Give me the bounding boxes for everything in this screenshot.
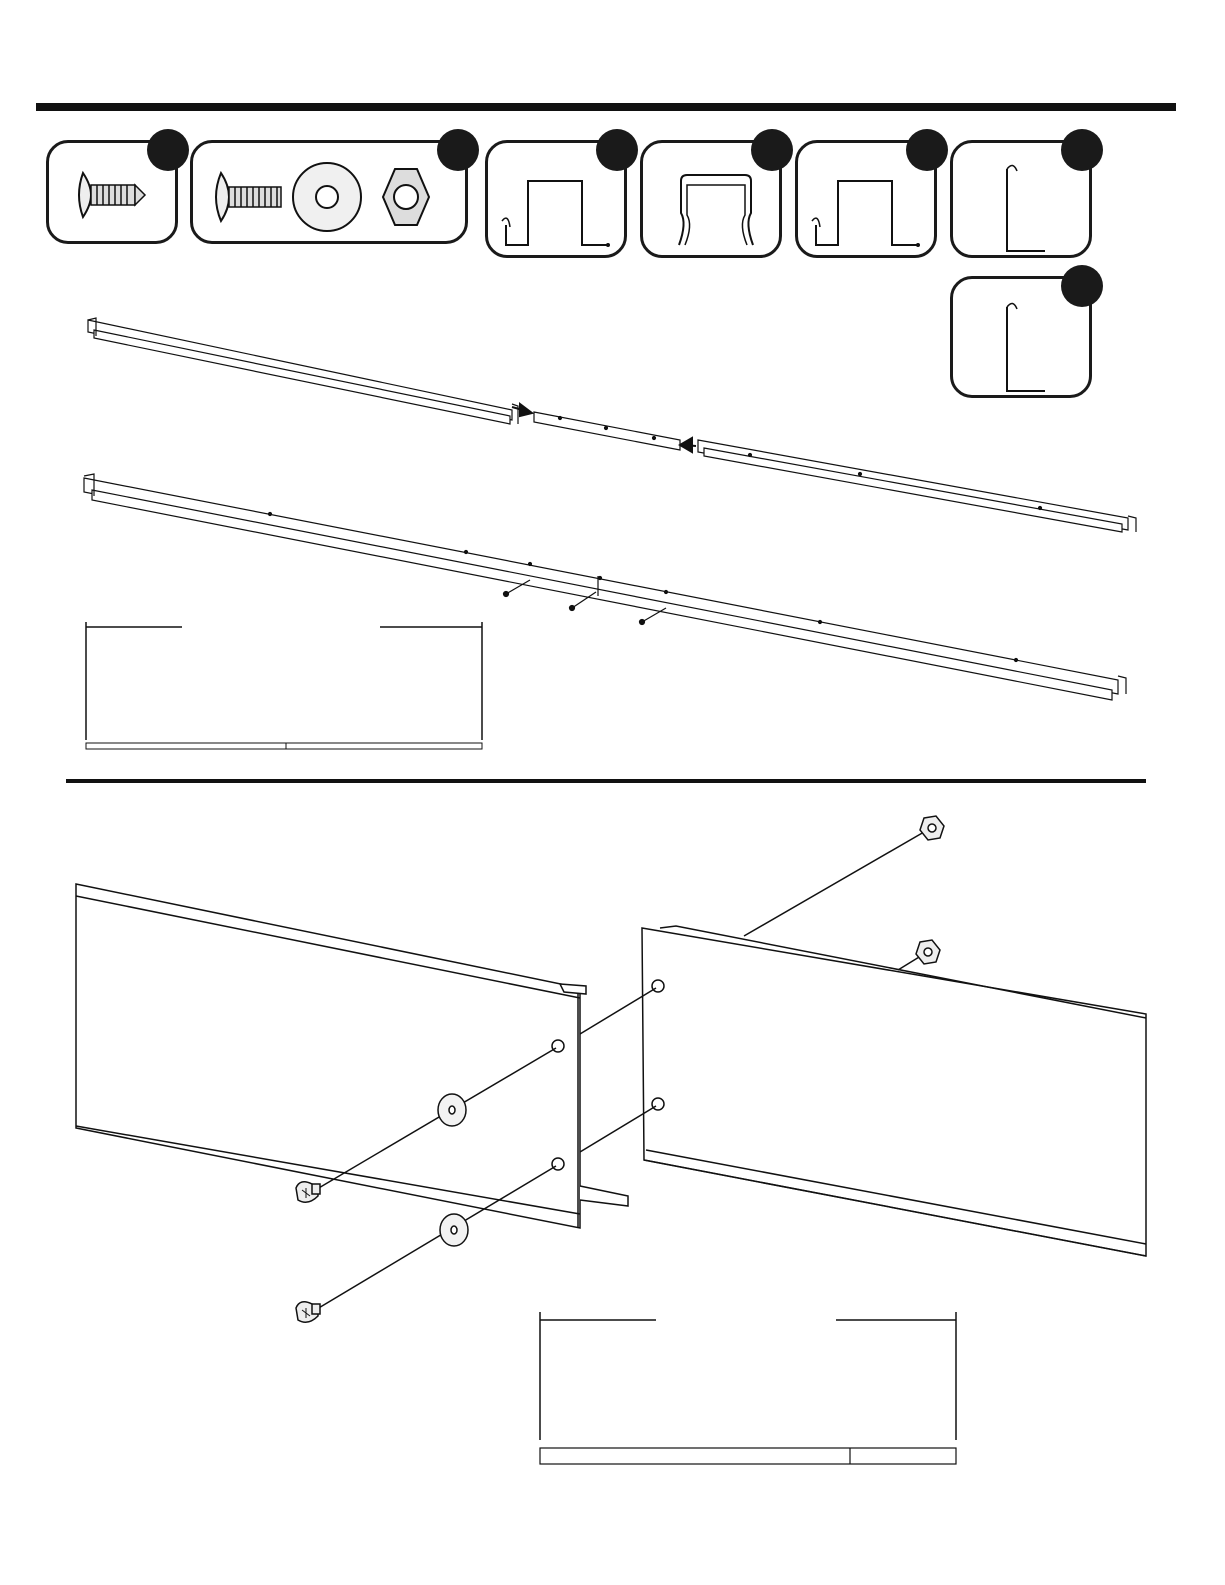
bolt-icon <box>296 1182 320 1323</box>
left-panel <box>76 884 628 1228</box>
right-panel <box>642 926 1146 1256</box>
panel-top-view <box>540 1448 956 1464</box>
dimension-bracket-lower <box>540 1312 956 1440</box>
nut-icon <box>916 816 944 964</box>
